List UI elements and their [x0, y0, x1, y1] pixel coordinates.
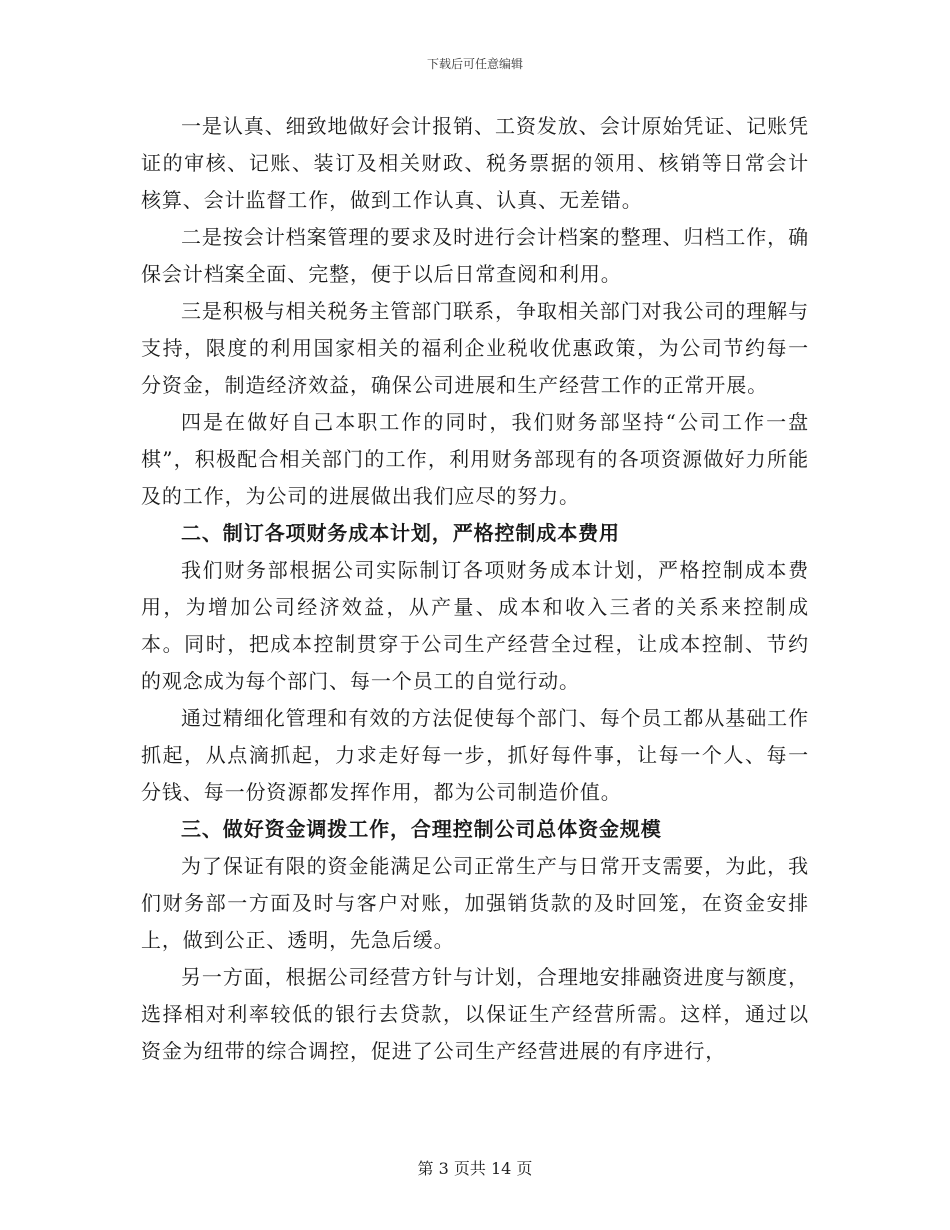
paragraph-cost-plan: 我们财务部根据公司实际制订各项财务成本计划，严格控制成本费用，为增加公司经济效益，从产量、成本和收入三者的关系来控制成本。同时，把成本控制贯穿于公司生产经营全过程，让成本控制、节约的观念成为每个部门、每一个员工的自觉行动。: [141, 558, 809, 693]
paragraph-item-4: 四是在做好自己本职工作的同时，我们财务部坚持“公司工作一盘棋”，积极配合相关部门的工作，利用财务部现有的各项资源做好力所能及的工作，为公司的进展做出我们应尽的努力。: [141, 410, 809, 508]
paragraph-fine-management: 通过精细化管理和有效的方法促使每个部门、每个员工都从基础工作抓起，从点滴抓起，力求走好每一步，抓好每件事，让每一个人、每一分钱、每一份资源都发挥作用，都为公司制造价值。: [141, 706, 809, 804]
document-body: [141, 108, 809, 1070]
section-heading-2: 二、制订各项财务成本计划，严格控制成本费用: [181, 521, 620, 545]
page-header: 下载后可任意编辑: [426, 57, 523, 71]
paragraph-item-2: 二是按会计档案管理的要求及时进行会计档案的整理、归档工作，确保会计档案全面、完整，便于以后日常查阅和利用。: [141, 225, 809, 286]
paragraph-item-3: 三是积极与相关税务主管部门联系，争取相关部门对我公司的理解与支持，限度的利用国家相关的福利企业税收优惠政策，为公司节约每一分资金，制造经济效益，确保公司进展和生产经营工作的正常开展。: [141, 299, 809, 397]
paragraph-item-1: 一是认真、细致地做好会计报销、工资发放、会计原始凭证、记账凭证的审核、记账、装订及相关财政、税务票据的领用、核销等日常会计核算、会计监督工作，做到工作认真、认真、无差错。: [141, 114, 809, 212]
page-footer: 第 3 页共 14 页: [417, 1159, 533, 1178]
paragraph-funds-guarantee: 为了保证有限的资金能满足公司正常生产与日常开支需要，为此，我们财务部一方面及时与客户对账，加强销货款的及时回笼，在资金安排上，做到公正、透明，先急后缓。: [141, 854, 809, 952]
section-heading-3: 三、做好资金调拨工作，合理控制公司总体资金规模: [181, 817, 662, 841]
paragraph-financing: 另一方面，根据公司经营方针与计划，合理地安排融资进度与额度，选择相对利率较低的银行去贷款，以保证生产经营所需。这样，通过以资金为纽带的综合调控，促进了公司生产经营进展的有序进行，: [141, 965, 809, 1063]
